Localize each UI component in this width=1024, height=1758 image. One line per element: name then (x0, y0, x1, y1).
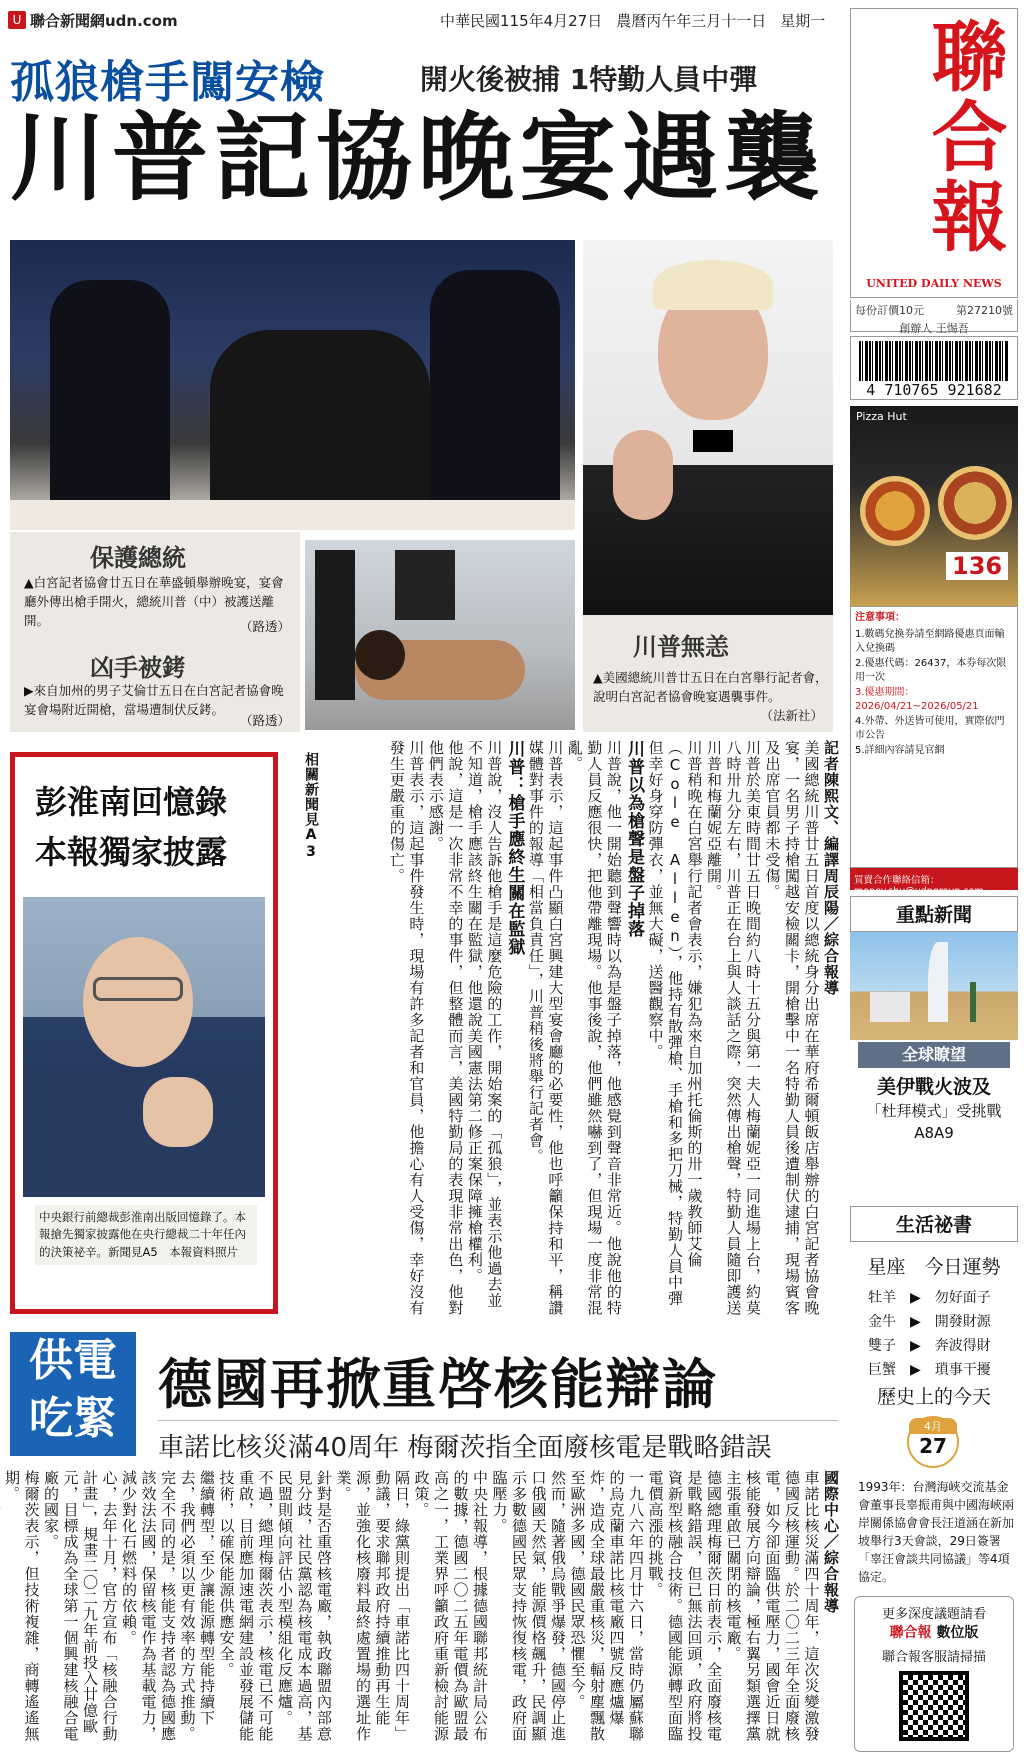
photo-trump (583, 240, 833, 615)
site-logo-icon: U (8, 11, 26, 29)
lead-para-3: 川普稍晚在白宮舉行記者會表示，嫌犯為來自加州托倫斯的卅一歲教師艾倫（Cole Allen），他持有散彈槍、手槍和多把刀械，特勤人員中彈但幸好身穿防彈衣，並無大礙，送醫觀察中。 (646, 740, 704, 1307)
promo-brand: 聯合報 (889, 1625, 932, 1641)
feature-ref: 相關新聞見A3 (303, 752, 319, 861)
today-day: 27 (919, 1434, 947, 1458)
date-roc: 中華民國115年4月27日 (440, 12, 603, 30)
lead-subhead-2: 川普：槍手應終生關在監獄 (504, 740, 525, 956)
horoscope-text: 勿好面子 (934, 1290, 991, 1306)
lead-headline: 川普記協晚宴遇襲 (10, 102, 826, 214)
lead-para-4: 川普說，他一開始聽到聲響時以為是盤子掉落，他感覺到聲音非常近。他說他的特勤人員反應很快，把他帶離現場。他事後說，他們雖然嚇到了，但現場一度非常混亂。 (565, 740, 623, 1316)
second-tag (10, 1332, 136, 1456)
today-month: 4月 (909, 1418, 957, 1434)
date-line (440, 10, 825, 31)
globe-ref: A8A9 (914, 1124, 954, 1142)
promo-line1: 更多深度議題請看 (881, 1607, 986, 1622)
qr-code-icon[interactable] (899, 1671, 969, 1741)
ad-notice (850, 606, 1018, 868)
second-ref (0, 1470, 2, 1752)
globe-headline-2: 「杜拜模式」受挑戰 (866, 1102, 1002, 1120)
feature-caption: 中央銀行前總裁彭淮南出版回憶錄了。本報搶先獨家披露他在央行總裁二十年任內的決策祕辛。新聞見A5 本報資料照片 (35, 1205, 257, 1265)
horoscope-row: 牡羊 ▶ 勿好面子 (868, 1290, 991, 1306)
ad-notice-5: 5.詳細內容請見官網 (855, 744, 945, 756)
caption-trump (583, 615, 833, 732)
second-para-9: 繼續轉型，至少讓能源轉型能持續下去，我們必須以更有效率的方式推動。 (178, 1470, 216, 1742)
lead-kicker: 孤狼槍手闖安檢 (10, 57, 325, 108)
lead-subhead-1: 川普以為槍聲是盤子掉落 (624, 740, 644, 938)
second-subheadline: 車諾比核災滿40周年 梅爾茨指全面廢核電是戰略錯誤 (158, 1433, 772, 1463)
horoscope-row: 雙子 ▶ 奔波得財 (868, 1338, 991, 1354)
lead-para-2: 川普於美東時間廿五日晚間約八時十五分與第一夫人梅蘭妮亞一同進場上台，約莫八時卅九分左右，川普正在台上與人談話之際，突然傳出槍聲，特勤人員隨即護送川普和梅蘭妮亞離開。 (705, 740, 762, 1316)
ad-notice-title: 注意事項： (855, 612, 905, 623)
second-body (3, 1470, 840, 1752)
horoscope-text: 奔波得財 (934, 1338, 991, 1354)
second-sub-wrap (158, 1420, 838, 1463)
photo-dubai (850, 932, 1018, 1040)
second-para-10: 完全不同的是，核能支持者認為德國應該效法法國，保留核電作為基載電力，減少對化石燃料的依賴。 (120, 1470, 177, 1742)
pizza-icon (860, 476, 930, 546)
photo-security-team (10, 240, 575, 530)
date-weekday: 星期一 (780, 12, 826, 30)
second-tag-1: 供電 (29, 1335, 117, 1386)
lead-para-6: 川普說，沒人告訴他槍手是這麼危險的工作，開始案的「孤狼」，並表示他過去並不知道，槍手應該終生關在監獄，他還說美國憲法第二修正案保障擁槍權利。 (465, 740, 504, 1309)
promo-line4: 聯合報客服請掃描 (881, 1650, 986, 1665)
barcode (850, 336, 1018, 400)
caption-arrest (10, 642, 300, 732)
second-para-11: 心，去年十月，官方宣布「核融合行動計畫」，規畫二〇二九年前投入廿億歐元，目標成為全球第一個興建核融合電廠的國家。 (42, 1470, 119, 1742)
caption-arrest-source: （路透） (239, 713, 290, 728)
feature-line1: 彭淮南回憶錄 (35, 783, 228, 821)
ad-notice-3: 3.優惠期間：2026/04/21~2026/05/21 (855, 686, 979, 712)
masthead-info (850, 300, 1018, 335)
caption-protect-source: （路透） (239, 619, 290, 634)
barcode-bars (859, 341, 1009, 381)
ad-notice-1: 1.數碼兌換券請至網路優惠頁面輸入兌換碼 (855, 628, 1005, 654)
promo-box (854, 1596, 1014, 1752)
horoscope-list (868, 1286, 1008, 1382)
promo-digital: 數位版 (936, 1625, 979, 1641)
horoscope-sign: 牡羊 (868, 1290, 896, 1306)
second-headline: 德國再掀重啓核能辯論 (158, 1353, 718, 1416)
today-title: 歷史上的今天 (876, 1386, 991, 1408)
horoscope-text: 瑣事干擾 (934, 1362, 991, 1378)
caption-protect-title: 保護總統 (90, 544, 186, 572)
lead-body (320, 740, 840, 1320)
feature-box (10, 752, 278, 1314)
site-logo (8, 8, 208, 32)
second-para-8: 不過，總理梅爾茨表示，核電已不可能重啟，目前應加速電網建設並發展儲能技術，以確保能源供應安全。 (217, 1470, 275, 1742)
horoscope-sign: 雙子 (868, 1338, 896, 1354)
pizza-icon-2 (938, 466, 1012, 540)
ad-contact: 買賣合作聯絡信箱：money.shu@udngroup.com (850, 868, 1018, 890)
second-para-4: 然而，隨著俄烏戰爭爆發，德國停止進口俄國天然氣，能源價格飆升，民調顯示多數德國民眾支持恢復核電，政府面臨壓力。 (490, 1470, 567, 1742)
caption-trump-title: 川普無恙 (633, 633, 729, 661)
caption-trump-text: ▲美國總統川普廿五日在白宮舉行記者會，說明白宮記者協會晚宴遇襲事件。 (593, 670, 828, 704)
lead-para-5: 川普表示，這起事件凸顯白宮興建大型宴會廳的必要性，他也呼籲保持和平，稱讚媒體對事件的報導「相當負責任」，川普稍後將舉行記者會。 (526, 740, 565, 1316)
second-para-1: 車諾比核災滿四十周年，這次災變激發德國反核運動。於二〇二三年全面廢核電，如今卻面臨供電壓力，國會近日就核能發展方向辯論，極右翼另類選擇黨主張重啟已關閉的核電廠。 (724, 1470, 821, 1742)
caption-protect (10, 532, 300, 642)
horoscope-sign: 金牛 (868, 1314, 896, 1330)
today-text: 1993年：台灣海峽交流基金會董事長辜振甫與中國海峽兩岸關係協會會長汪道涵在新加坡舉行3天會談，29日簽署「辜汪會談共同協議」等4項協定。 (858, 1480, 1015, 1584)
photo-suspect (305, 540, 575, 730)
globe-label: 全球瞭望 (858, 1042, 1010, 1068)
date-lunar: 農曆丙午年三月十一日 (616, 12, 767, 30)
masthead-english: UNITED DAILY NEWS (866, 277, 1002, 290)
caption-arrest-title: 凶手被銬 (90, 654, 186, 682)
horoscope-sign: 巨蟹 (868, 1362, 896, 1378)
masthead-title: 聯合報 (919, 17, 1008, 257)
lead-subkicker: 開火後被捕 1特勤人員中彈 (420, 63, 758, 96)
horoscope-row: 金牛 ▶ 開發財源 (868, 1314, 991, 1330)
barcode-number: 4 710765 921682 (866, 381, 1002, 399)
lead-para-8: 川普表示，這起事件發生時，現場有許多記者和官員，他擔心有人受傷，幸好沒有發生更嚴重的傷亡。 (387, 740, 426, 1316)
second-para-7: 針對是否重啓核電廠，執政聯盟內部意見分歧，社民黨認為核電成本過高，基民盟則傾向評估小型模組化反應爐。 (276, 1470, 333, 1742)
key-news-title: 重點新聞 (850, 896, 1018, 932)
globe-headline-1: 美伊戰火波及 (876, 1076, 991, 1098)
lead-byline: 記者陳熙文、編譯周辰陽／綜合報導 (822, 740, 840, 996)
ad-notice-4: 4.外帶、外送皆可使用，實際依門市公告 (855, 715, 1005, 741)
masthead (850, 8, 1018, 298)
horoscope-text: 開發財源 (934, 1314, 991, 1330)
lead-para-7: 他說，這是一次非常不幸的事件，但整體而言，美國特勤局的表現非常出色，他對他們表示感謝。 (426, 740, 465, 1316)
second-tag-2: 吃緊 (29, 1393, 117, 1444)
second-para-6: 隔日，綠黨則提出「車諾比四十周年」動議，要求聯邦政府持續推動再生能源，並強化核廢料最終處置場的選址作業。 (334, 1470, 411, 1742)
life-title: 生活祕書 (850, 1206, 1018, 1242)
photo-peng (23, 897, 265, 1197)
feature-line2: 本報獨家披露 (35, 833, 228, 871)
founder: 創辦人 王惕吾 (899, 322, 969, 335)
caption-trump-source: （法新社） (760, 708, 823, 723)
feature-ref-col (280, 752, 320, 1314)
ad-price: 136 (946, 552, 1008, 580)
caption-arrest-text: ▶來自加州的男子艾倫廿五日在白宮記者協會晚宴會場附近開槍，當場遭制伏反銬。 (24, 683, 284, 717)
second-para-2: 德國總理梅爾茨日前表示，全面廢核電是戰略錯誤，但已無法回頭，政府將投資新型核融合技術。德國能源轉型面臨電價高漲的挑戰。 (646, 1470, 723, 1742)
caption-protect-text: ▲白宮記者協會廿五日在華盛頓舉辦晚宴，宴會廳外傳出槍手開火，總統川普（中）被護送離開。 (24, 575, 284, 628)
second-para-3: 一九八六年四月廿六日，當時仍屬蘇聯的烏克蘭車諾比核電廠四號反應爐爆炸，造成全球最嚴重核災，輻射塵飄散至歐洲多國，德國民眾恐懼至今。 (568, 1470, 645, 1742)
issue: 第27210號 (956, 304, 1013, 317)
second-para-12: 梅爾茨表示，但技術複雜，商轉遙遙無期。 (3, 1470, 41, 1742)
second-byline: 國際中心／綜合報導 (822, 1470, 840, 1614)
horoscope-title: 星座 今日運勢 (867, 1256, 1001, 1278)
ad-brand: Pizza Hut (856, 410, 907, 423)
price: 每份訂價10元 (855, 304, 924, 317)
lead-para-1: 美國總統川普廿五日首度以總統身分出席在華府希爾頓飯店舉辦的白宮記者協會晚宴，一名男子持槍闖越安檢關卡，開槍擊中一名特勤人員後遭制伏逮捕，現場賓客及出席官員都未受傷。 (763, 740, 821, 1316)
horoscope-row: 巨蟹 ▶ 瑣事干擾 (868, 1362, 991, 1378)
ad-pizza-banner[interactable] (850, 406, 1018, 606)
ad-notice-2: 2.優惠代碼：26437，本券每次限用一次 (855, 657, 1007, 683)
second-para-5: 中央社報導，根據德國聯邦統計局公布的數據，德國二〇二五年電價為歐盟最高之一，工業界呼籲政府重新檢討能源政策。 (412, 1470, 489, 1742)
today-date-badge (907, 1416, 959, 1468)
site-name: 聯合新聞網udn.com (30, 11, 178, 30)
